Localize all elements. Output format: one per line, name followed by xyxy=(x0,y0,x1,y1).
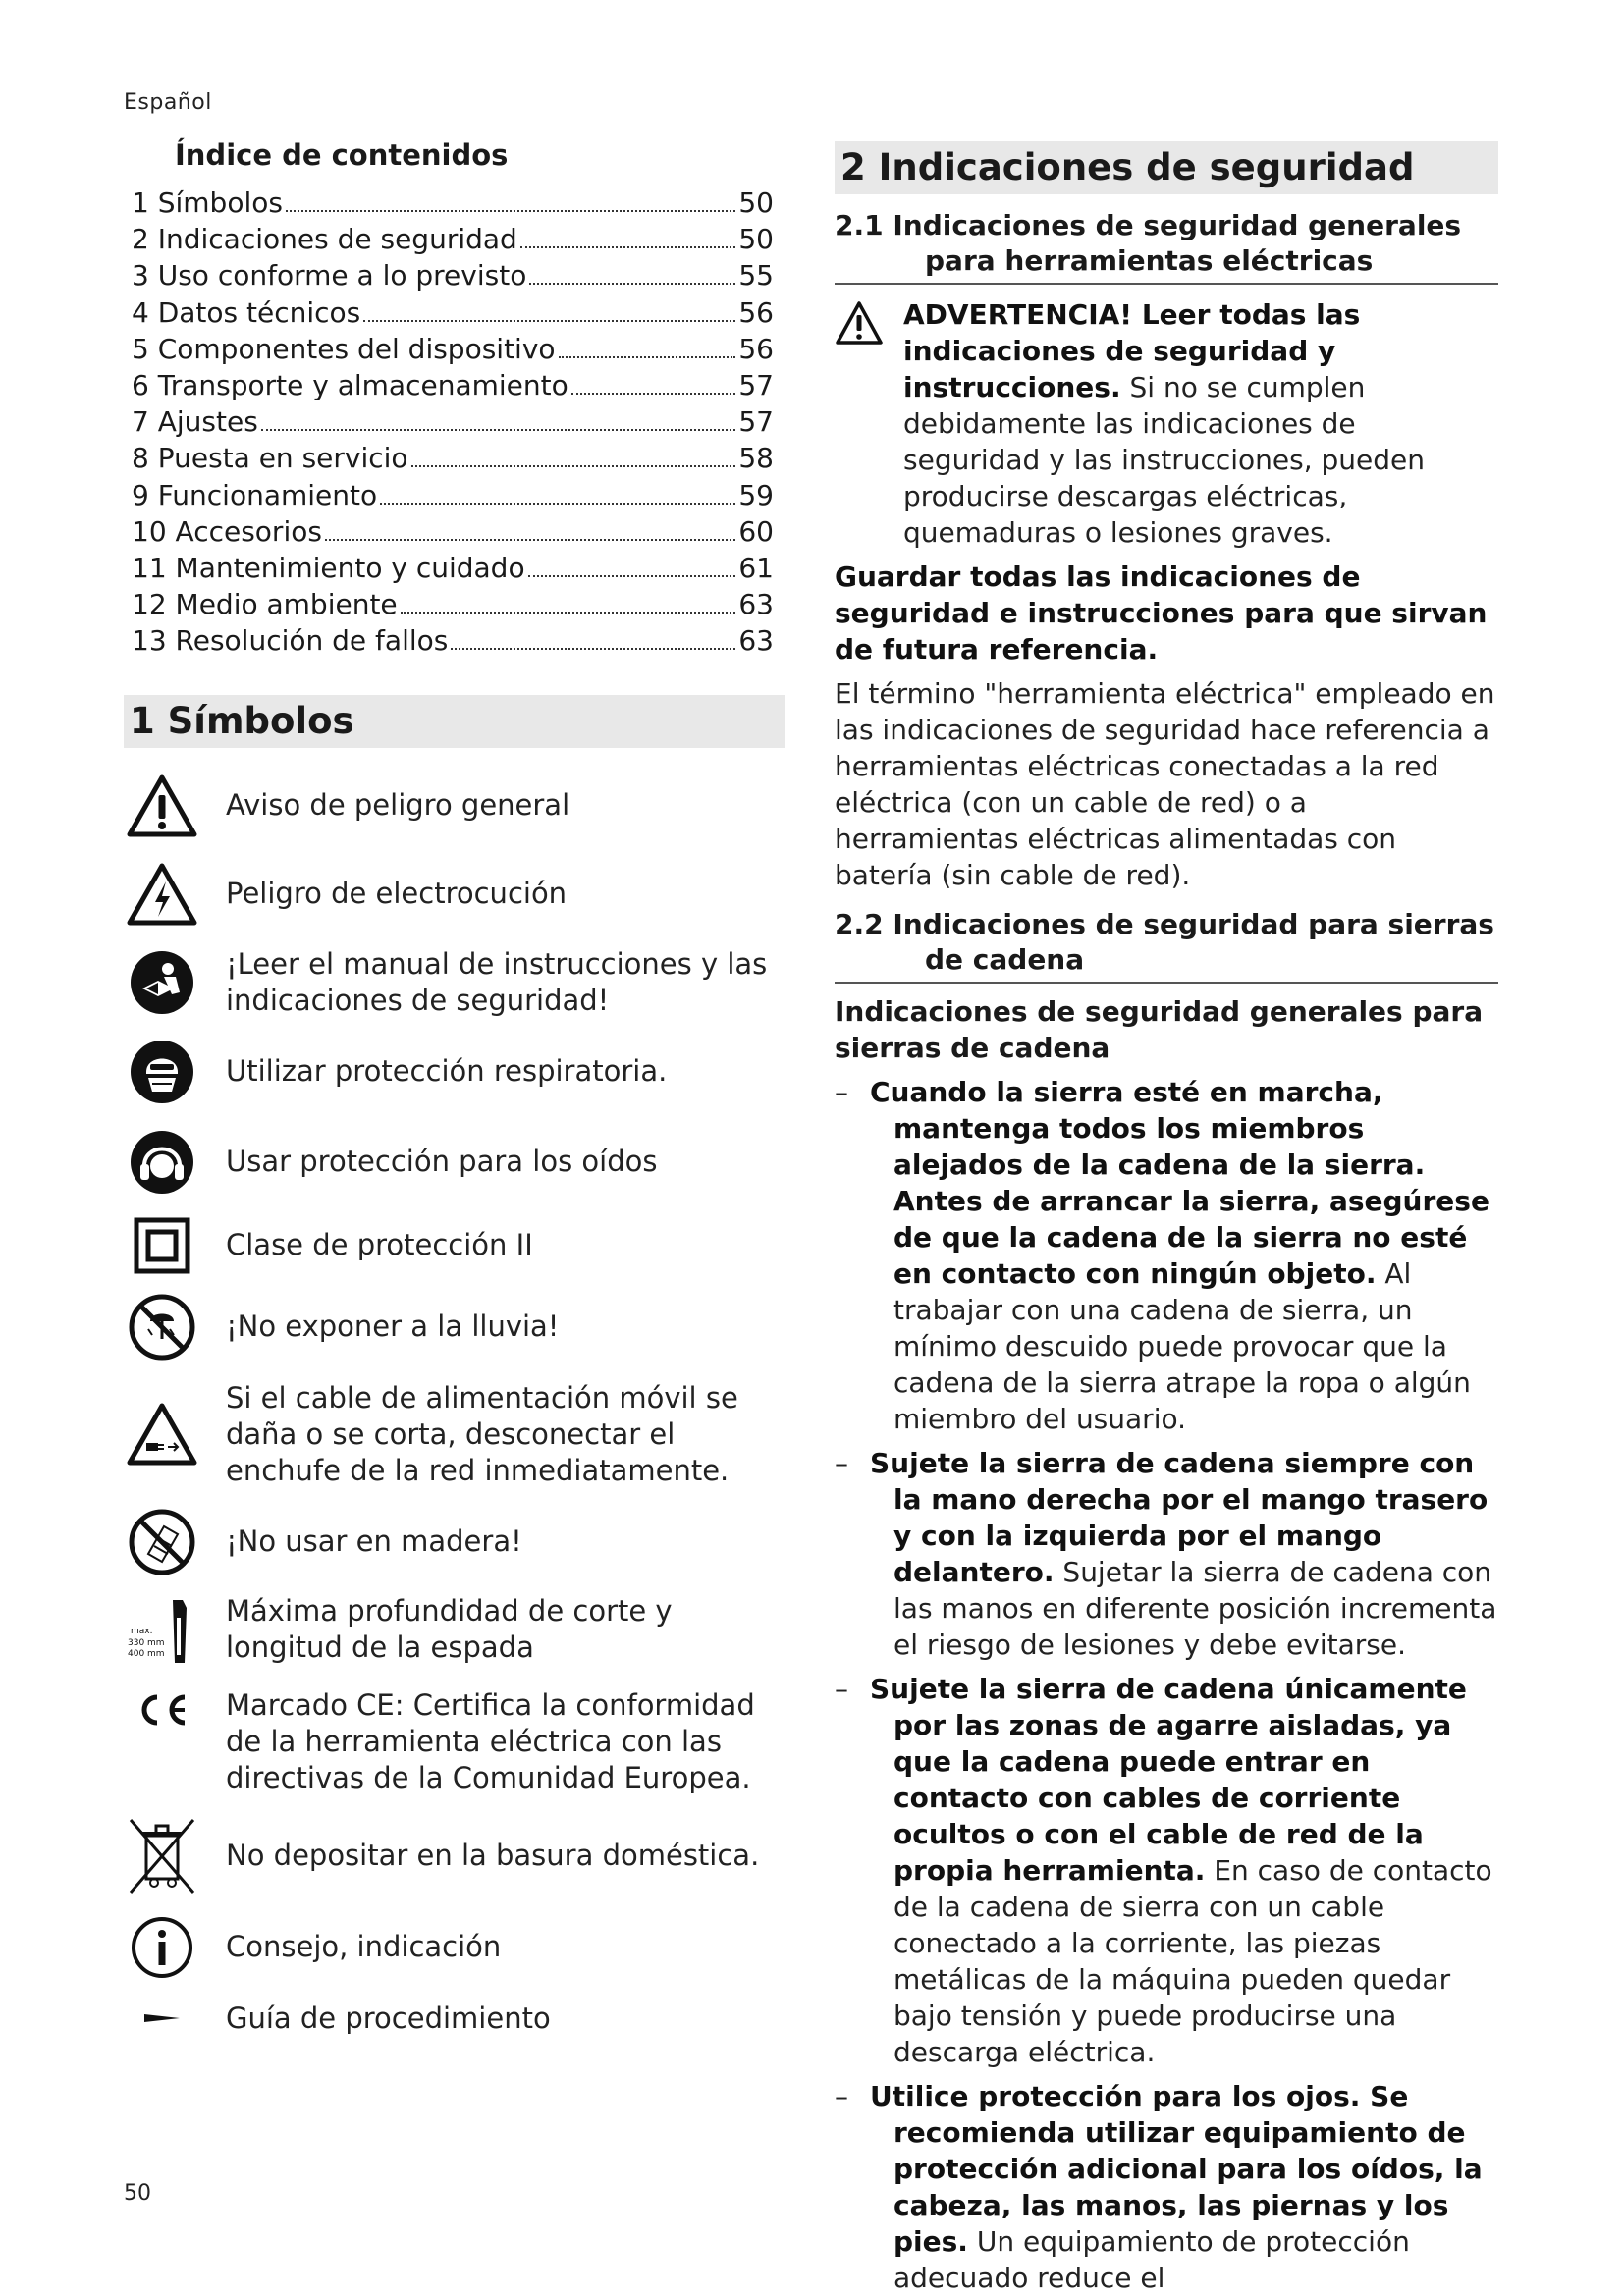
right-column xyxy=(835,141,1498,2296)
symbol-text: Consejo, indicación xyxy=(226,1930,502,1964)
symbol-row xyxy=(124,1916,785,1979)
ce-mark-icon xyxy=(124,1687,200,1727)
symbol-row xyxy=(124,862,785,927)
toc-item[interactable]: 11 Mantenimiento y cuidado 61 xyxy=(132,552,774,585)
cutting-depth-icon xyxy=(124,1594,200,1665)
symbol-text: No depositar en la basura doméstica. xyxy=(226,1839,760,1873)
general-danger-icon xyxy=(124,774,200,838)
symbol-row xyxy=(124,1816,785,1896)
toc-item[interactable]: 10 Accesorios 60 xyxy=(132,514,774,548)
symbol-text: Peligro de electrocución xyxy=(226,877,568,911)
left-column xyxy=(124,137,785,2037)
symbol-row xyxy=(124,946,785,1019)
subsection-heading-2-1: 2.1 Indicaciones de seguridad generales para herramientas eléctricas xyxy=(835,208,1498,285)
cutting-depth-400-text: 400 mm xyxy=(128,1648,165,1659)
toc-item[interactable]: 3 Uso conforme a lo previsto 55 xyxy=(132,259,774,293)
symbol-row xyxy=(124,2001,785,2037)
table-of-contents xyxy=(124,185,785,660)
toc-item[interactable]: 6 Transporte y almacenamiento 57 xyxy=(132,369,774,402)
keep-instructions-note: Guardar todas las indicaciones de seguridad e instrucciones para que sirvan de futura referencia. xyxy=(835,561,1488,666)
cutting-depth-max-text: max. xyxy=(131,1626,153,1636)
symbol-text: Guía de procedimiento xyxy=(226,2001,551,2035)
toc-item[interactable]: 4 Datos técnicos 56 xyxy=(132,295,774,329)
ear-protection-icon xyxy=(124,1129,200,1196)
warning-icon xyxy=(835,296,892,551)
toc-item[interactable]: 12 Medio ambiente 63 xyxy=(132,588,774,621)
symbol-text: ¡No exponer a la lluvia! xyxy=(226,1309,560,1344)
symbol-text: ¡No usar en madera! xyxy=(226,1524,522,1559)
language-label: Español xyxy=(124,90,212,115)
no-household-waste-icon xyxy=(124,1816,200,1896)
symbol-row xyxy=(124,1593,785,1666)
toc-item[interactable]: 1 Símbolos 50 xyxy=(132,187,774,219)
respiratory-protection-icon xyxy=(124,1039,200,1105)
procedure-arrow-icon xyxy=(124,2010,200,2026)
toc-item[interactable]: 7 Ajustes 57 xyxy=(132,405,774,439)
symbol-row xyxy=(124,1217,785,1274)
symbol-text: Si el cable de alimentación móvil se daña o se corta, desconectar el enchufe de la red inmediatamente. xyxy=(226,1380,738,1487)
symbol-row xyxy=(124,1294,785,1361)
symbol-row xyxy=(124,774,785,838)
toc-item[interactable]: 5 Componentes del dispositivo 56 xyxy=(132,332,774,365)
symbol-text: Utilizar protección respiratoria. xyxy=(226,1054,668,1089)
no-wood-icon xyxy=(124,1509,200,1575)
toc-item[interactable]: 8 Puesta en servicio 58 xyxy=(132,442,774,475)
list-item: – Sujete la sierra de cadena únicamente por las zonas de agarre aisladas, ya que la cadena puede entrar en contacto con cables de corriente ocultos o con el cable de red de la propia herramienta. En caso de contacto de la cadena de sierra con un cable conectado a la corriente, las piezas metálicas de la máquina pueden quedar bajo tensión y puede producirse una descarga eléctrica. xyxy=(835,1673,1492,2068)
symbol-text: ¡Leer el manual de instrucciones y las indicaciones de seguridad! xyxy=(226,946,768,1017)
section-heading-symbols: 1 Símbolos xyxy=(124,695,785,748)
list-item: – Utilice protección para los ojos. Se recomienda utilizar equipamiento de protección adicional para los oídos, la cabeza, las manos, las piernas y los pies. Un equipamiento de protección adecuado reduce el xyxy=(835,2080,1483,2294)
symbol-row xyxy=(124,1509,785,1575)
symbol-row xyxy=(124,1380,785,1489)
toc-item[interactable]: 13 Resolución de fallos 63 xyxy=(132,624,774,658)
symbol-row xyxy=(124,1039,785,1105)
electrocution-icon xyxy=(124,862,200,927)
read-manual-icon xyxy=(124,949,200,1016)
symbol-row xyxy=(124,1129,785,1196)
list-item: – Cuando la sierra esté en marcha, mantenga todos los miembros alejados de la cadena de la sierra. Antes de arrancar la sierra, asegúrese de que la cadena de la sierra no esté en contacto con ningún objeto. Al trabajar con una cadena de sierra, un mínimo descuido puede provocar que la cadena de la sierra atrape la ropa o algún miembro del usuario. xyxy=(835,1076,1489,1435)
info-icon xyxy=(124,1916,200,1979)
symbol-text: Clase de protección II xyxy=(226,1228,533,1262)
symbol-text: Marcado CE: Certifica la conformidad de la herramienta eléctrica con las directivas de la Comunidad Europea. xyxy=(226,1687,755,1794)
symbol-text: Aviso de peligro general xyxy=(226,788,570,823)
symbol-text: Máxima profundidad de corte y longitud de la espada xyxy=(226,1593,673,1664)
toc-item[interactable]: 2 Indicaciones de seguridad 50 xyxy=(132,223,774,256)
warning-text: ADVERTENCIA! Leer todas las indicaciones de seguridad y instrucciones. Si no se cumplen debidamente las indicaciones de seguridad y las instrucciones, pueden producirse descargas eléctricas, quemaduras o lesiones graves. xyxy=(903,298,1426,549)
section-heading-safety: 2 Indicaciones de seguridad xyxy=(835,141,1498,194)
term-definition: El término "herramienta eléctrica" empleado en las indicaciones de seguridad hace referencia a herramientas eléctricas conectadas a la red eléctrica (con un cable de red) o a herramientas eléctricas alimentadas con batería (sin cable de red). xyxy=(835,677,1495,891)
chainsaw-general-subheading: Indicaciones de seguridad generales para sierras de cadena xyxy=(835,995,1484,1064)
cutting-depth-330-text: 330 mm xyxy=(128,1637,165,1648)
unplug-cable-icon xyxy=(124,1402,200,1467)
subsection-heading-2-2: 2.2 Indicaciones de seguridad para sierras de cadena xyxy=(835,907,1498,984)
toc-item[interactable]: 9 Funcionamiento 59 xyxy=(132,478,774,511)
no-rain-icon xyxy=(124,1294,200,1361)
warning-block xyxy=(835,296,1498,551)
protection-class-ii-icon xyxy=(124,1217,200,1274)
symbol-text: Usar protección para los oídos xyxy=(226,1145,658,1179)
page-number: 50 xyxy=(124,2181,151,2206)
symbol-row xyxy=(124,1687,785,1796)
list-item: – Sujete la sierra de cadena siempre con la mano derecha por el mango trasero y con la izquierda por el mango delantero. Sujetar la sierra de cadena con las manos en diferente posición incrementa el riesgo de lesiones y debe evitarse. xyxy=(835,1447,1497,1661)
toc-title: Índice de contenidos xyxy=(175,138,509,172)
